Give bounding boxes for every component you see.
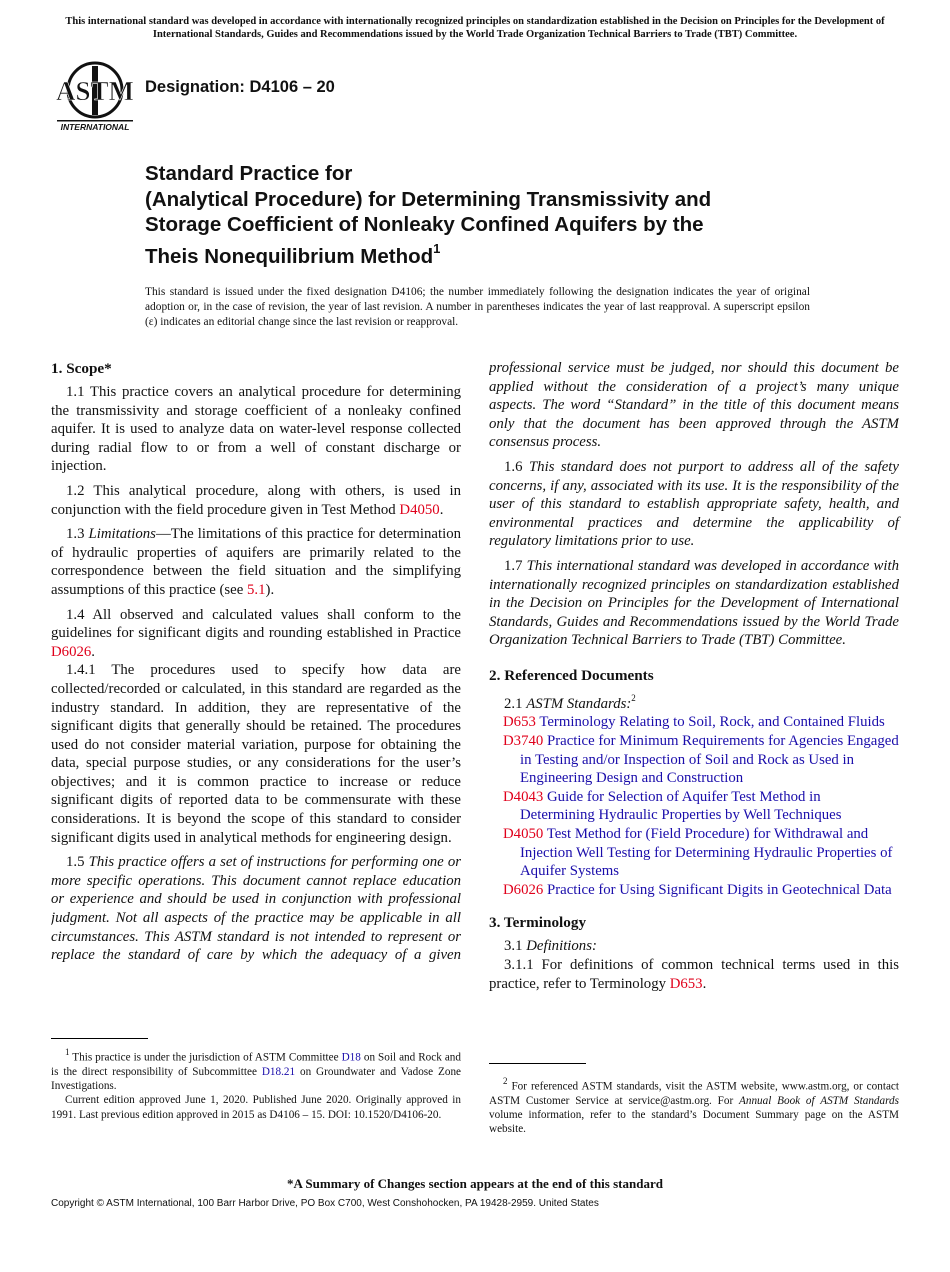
footnote-2: $^2$ For referenced ASTM standards, visit the ASTM website, www.astm.org, or contact ASTM Customer Service at service@astm.org. For Annual Book of ASTM Standards volume information, refer to the standard’s Document Summary page on the ASTM website. (489, 1076, 899, 1136)
para-1-3: 1.3 Limitations—The limitations of this practice for determination of hydraulic properties of aquifers are primarily related to the correspondence between the field situation and the simplifying assumptions of this practice (see 5.1). (51, 526, 461, 598)
designation: Designation: D4106 – 20 (145, 78, 335, 96)
para-2-1: 2.1 ASTM Standards:$^2$ (504, 692, 636, 712)
issuance-note: This standard is issued under the fixed designation D4106; the number immediately following the designation indicates the year of original adoption or, in the case of revision, the year of last revision. A number in parentheses indicates the year of last reapproval. A superscript epsilon (ε) indicates an editorial change since the last revision or reapproval. (145, 286, 810, 329)
para-3-1: 3.1 Definitions: (504, 938, 597, 955)
link-d18-21[interactable]: D18.21 (261, 1065, 296, 1078)
para-3-1-1: 3.1.1 For definitions of common technical terms used in this practice, refer to Terminology D653. (489, 956, 899, 992)
ref-d4050[interactable]: D4050 Test Method for (Field Procedure) for Withdrawal and Injection Well Testing for Determining Hydraulic Properties of Aquifer Systems (503, 826, 893, 880)
footnote-1: $^1$ This practice is under the jurisdiction of ASTM Committee D18 on Soil and Rock and is the direct responsibility of Subcommittee D18.21 on Groundwater and Vadose Zone Investigations. Current edition approved June 1, 2020. Published June 2020. Originally approved in 1991. Last previous edition approved in 2015 as D4106 – 15. DOI: 10.1520/D4106-20. (51, 1047, 461, 1121)
edition-note: Current edition approved June 1, 2020. Published June 2020. Originally approved in 1991. Last previous edition approved in 2015 as D4106 – 15. DOI: 10.1520/D4106-20. (51, 1094, 461, 1121)
para-1-7: 1.7 This international standard was developed in accordance with internationally recognized principles on standardization established in the Decision on Principles for the Development of International Standards, Guides and Recommendations issued by the World Trade Organization Technical Barriers to Trade (TBT) Committee. (489, 557, 899, 649)
section-terminology-heading: 3. Terminology (489, 914, 587, 932)
copyright: Copyright © ASTM International, 100 Barr Harbor Drive, PO Box C700, West Conshohocken, PA 19428-2959. United States (51, 1198, 599, 1209)
para-1-1: 1.1 This practice covers an analytical procedure for determining the transmissivity and storage coefficient of a nonleaky confined aquifer. It is used to analyze data on water-level response collected during radial flow to or from a well of constant discharge or injection. (51, 384, 461, 475)
title-line-3: Storage Coefficient of Nonleaky Confined Aquifers by the (145, 213, 704, 236)
astm-logo (55, 60, 135, 132)
logo-subtext: INTERNATIONAL (60, 122, 130, 132)
tbt-notice: This international standard was developed in accordance with internationally recognized principles on standardization established in the Decision on Principles for the Development of International Standards, Guides and Recommendations issued by the World Trade Organization Technical Barriers to Trade (TBT) Committee. (65, 16, 885, 40)
ref-d653[interactable]: D653 Terminology Relating to Soil, Rock, and Contained Fluids (503, 714, 885, 731)
footnote-rule-left (51, 1038, 148, 1039)
link-d18[interactable]: D18 (341, 1051, 361, 1064)
para-1-4-1: 1.4.1 The procedures used to specify how data are collected/recorded or calculated, in this standard are regarded as the industry standard. In addition, they are representative of the significant digits that generally should be retained. The procedures used do not consider material variation, purpose for obtaining the data, special purpose studies, or any considerations for the user’s objectives; and it is common practice to increase or reduce significant digits of reported data to be commensurate with these considerations. It is beyond the scope of this standard to consider significant digits used in analytical methods for engineering design. (51, 662, 461, 846)
title-line-4: Theis Nonequilibrium Method (145, 244, 434, 268)
para-1-4: 1.4 All observed and calculated values shall conform to the guidelines for significant digits and rounding established in Practice D6026. (51, 606, 461, 660)
para-1-5: 1.5 This practice offers a set of instructions for performing one or more specific operations. This document cannot replace education or experience and should be used in conjunction with professional judgment. Not all aspects of the practice may be applicable in all circumstances. This ASTM standard is not intended to represent or replace the standard of care by which the adequacy of a given (51, 854, 461, 964)
para-1-5-tail: professional service must be judged, nor should this document be applied without the consideration of a project’s many unique aspects. The word “Standard” in the title of this document means only that the document has been approved through the ASTM consensus process. (489, 360, 899, 451)
para-1-6: 1.6 This standard does not purport to address all of the safety concerns, if any, associated with its use. It is the responsibility of the user of this standard to establish appropriate safety, health, and environmental practices and determine the applicability of regulatory limitations prior to use. (489, 459, 899, 550)
para-1-2: 1.2 This analytical procedure, along with others, is used in conjunction with the field procedure given in Test Method D4050. (51, 482, 461, 518)
ref-d6026[interactable]: D6026 Practice for Using Significant Digits in Geotechnical Data (503, 881, 892, 898)
summary-of-changes-note: *A Summary of Changes section appears at the end of this standard (287, 1176, 663, 1191)
right-column (489, 359, 899, 999)
link-5-1[interactable]: 5.1 (247, 581, 266, 598)
document-title (145, 161, 845, 269)
footnote-rule-right (489, 1063, 586, 1064)
para-1-5-continued (489, 359, 899, 452)
link-d4050[interactable]: D4050 (399, 501, 440, 518)
ref-d4043[interactable]: D4043 Guide for Selection of Aquifer Test Method in Determining Hydraulic Properties by Well Techniques (503, 788, 842, 824)
title-line-2: (Analytical Procedure) for Determining Transmissivity and (145, 187, 712, 211)
left-column (51, 359, 461, 970)
title-line-1: Standard Practice for (145, 162, 353, 185)
section-referenced-heading: 2. Referenced Documents (489, 666, 654, 684)
section-scope-heading: 1. Scope* (51, 360, 112, 377)
title-footnote-mark: 1 (433, 240, 441, 256)
logo-text: ASTM (55, 76, 135, 106)
link-d6026[interactable]: D6026 (51, 643, 92, 660)
ref-d3740[interactable]: D3740 Practice for Minimum Requirements for Agencies Engaged in Testing and/or Inspection of Soil and Rock as Used in Engineering Design and Construction (503, 733, 899, 787)
link-d653[interactable]: D653 (669, 975, 703, 992)
